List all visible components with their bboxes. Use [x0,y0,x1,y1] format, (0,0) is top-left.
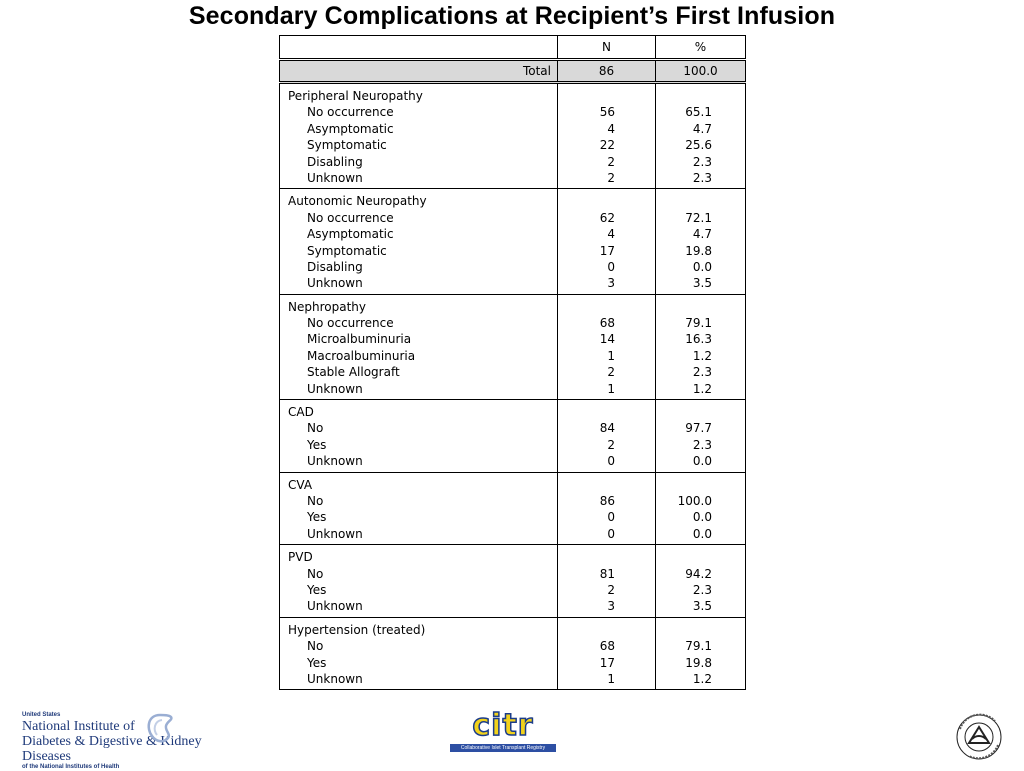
row-label: Unknown [307,276,363,291]
kidney-icon [140,712,180,746]
row-pct: 19.8 [685,243,712,258]
row-label: Yes [307,655,327,670]
row-pct: 94.2 [685,566,712,581]
row-pct: 0.0 [692,454,712,469]
group-name: Peripheral Neuropathy [288,89,423,103]
niddk-logo [22,712,252,770]
row-n: 1 [607,671,615,686]
row-n: 62 [599,210,615,225]
group-name-spacer [558,622,655,638]
group-n-values [558,189,656,294]
row-n: 1 [607,381,615,396]
group-labels [280,545,558,618]
group-name: PVD [288,550,313,565]
row-n: 2 [607,582,615,597]
row-pct: 16.3 [685,332,712,347]
row-n: 3 [607,599,615,614]
row-pct: 100.0 [677,493,712,508]
group-name-spacer [558,88,655,104]
row-n: 84 [599,421,615,436]
row-label: Yes [307,582,327,597]
group-pct-values [656,400,746,473]
row-label: Unknown [307,671,363,686]
group-name-spacer [558,404,655,420]
row-n: 2 [607,365,615,380]
group-pct-values [656,545,746,618]
total-n: 86 [558,60,656,83]
row-pct: 25.6 [685,138,712,153]
row-n: 2 [607,170,615,185]
row-pct: 65.1 [685,105,712,120]
row-n: 0 [607,454,615,469]
total-row [280,60,746,83]
row-n: 2 [607,437,615,452]
group-name-spacer [656,299,745,315]
group-n-values [558,83,656,189]
group-name: CAD [288,405,314,420]
table-group-row [280,472,746,545]
row-label: No occurrence [307,316,394,331]
group-n-values [558,400,656,473]
group-pct-values [656,83,746,189]
header-pct: % [656,36,746,60]
group-name-spacer [656,404,745,420]
row-n: 17 [599,243,615,258]
row-label: No occurrence [307,105,394,120]
row-label: Unknown [307,170,363,185]
group-name-spacer [656,193,745,209]
row-n: 0 [607,526,615,541]
row-n: 3 [607,276,615,291]
complications-table [279,35,746,690]
group-name-spacer [656,549,745,565]
row-pct: 4.7 [692,227,712,242]
row-n: 1 [607,348,615,363]
row-pct: 2.3 [692,154,712,169]
group-labels [280,400,558,473]
group-name: Nephropathy [288,299,366,314]
row-pct: 0.0 [692,510,712,525]
group-n-values [558,617,656,690]
table-group-row [280,617,746,690]
row-n: 17 [599,655,615,670]
table-group-row [280,83,746,189]
row-pct: 0.0 [692,259,712,274]
nih-seal-icon [955,713,1003,761]
group-name-spacer [656,88,745,104]
row-pct: 19.8 [685,655,712,670]
row-n: 22 [599,138,615,153]
group-name: Autonomic Neuropathy [288,194,427,209]
row-label: No [307,421,324,436]
group-pct-values [656,189,746,294]
group-pct-values [656,617,746,690]
row-n: 14 [599,332,615,347]
group-labels [280,294,558,399]
table-group-row [280,545,746,618]
niddk-line1: United States [22,712,61,718]
citr-wordmark: citr [472,708,534,743]
table-group-row [280,400,746,473]
row-label: Macroalbuminuria [307,348,416,363]
row-pct: 1.2 [692,348,712,363]
header-label [280,36,558,60]
row-label: Symptomatic [307,138,387,153]
row-label: No occurrence [307,210,394,225]
row-pct: 1.2 [692,381,712,396]
row-pct: 2.3 [692,437,712,452]
group-name-spacer [558,477,655,493]
group-name-spacer [558,299,655,315]
niddk-line2: National Institute of [22,719,135,734]
row-pct: 3.5 [692,599,712,614]
row-pct: 79.1 [685,316,712,331]
row-n: 68 [599,316,615,331]
citr-logo [450,710,556,754]
row-pct: 4.7 [692,121,712,136]
row-pct: 1.2 [692,671,712,686]
row-label: Yes [307,437,327,452]
niddk-line4: of the National Institutes of Health [22,764,120,770]
complications-table-wrapper [279,35,745,690]
page-title: Secondary Complications at Recipient’s First Infusion [188,2,836,30]
total-label: Total [280,60,558,83]
row-n: 4 [607,227,615,242]
group-labels [280,83,558,189]
row-n: 68 [599,639,615,654]
row-label: Yes [307,510,327,525]
row-pct: 72.1 [685,210,712,225]
row-pct: 2.3 [692,365,712,380]
row-label: Disabling [307,154,363,169]
row-label: Unknown [307,454,363,469]
table-header-row [280,36,746,60]
row-label: No [307,639,324,654]
niddk-line3: Diabetes & Digestive & Kidney Diseases [22,734,202,764]
row-pct: 0.0 [692,526,712,541]
group-n-values [558,545,656,618]
row-pct: 79.1 [685,639,712,654]
row-label: Unknown [307,381,363,396]
group-labels [280,472,558,545]
row-n: 0 [607,259,615,274]
group-n-values [558,294,656,399]
row-pct: 2.3 [692,170,712,185]
row-n: 81 [599,566,615,581]
row-pct: 97.7 [685,421,712,436]
group-pct-values [656,294,746,399]
row-pct: 2.3 [692,582,712,597]
group-name: CVA [288,477,313,492]
row-label: Unknown [307,526,363,541]
group-name-spacer [656,477,745,493]
row-n: 86 [599,493,615,508]
row-label: Disabling [307,259,363,274]
group-name-spacer [558,193,655,209]
group-name: Hypertension (treated) [288,622,426,637]
group-n-values [558,472,656,545]
table-group-row [280,189,746,294]
group-name-spacer [656,622,745,638]
row-n: 0 [607,510,615,525]
row-label: No [307,493,324,508]
row-label: Stable Allograft [307,365,400,380]
row-n: 2 [607,154,615,169]
row-label: Microalbuminuria [307,332,412,347]
table-group-row [280,294,746,399]
group-name-spacer [558,549,655,565]
row-n: 56 [599,105,615,120]
group-labels [280,189,558,294]
row-label: No [307,566,324,581]
citr-tagline: Collaborative Islet Transplant Registry [450,744,556,752]
header-n: N [558,36,656,60]
group-pct-values [656,472,746,545]
group-labels [280,617,558,690]
row-pct: 3.5 [692,276,712,291]
total-pct: 100.0 [656,60,746,83]
row-n: 4 [607,121,615,136]
row-label: Unknown [307,599,363,614]
row-label: Symptomatic [307,243,387,258]
row-label: Asymptomatic [307,121,394,136]
row-label: Asymptomatic [307,227,394,242]
